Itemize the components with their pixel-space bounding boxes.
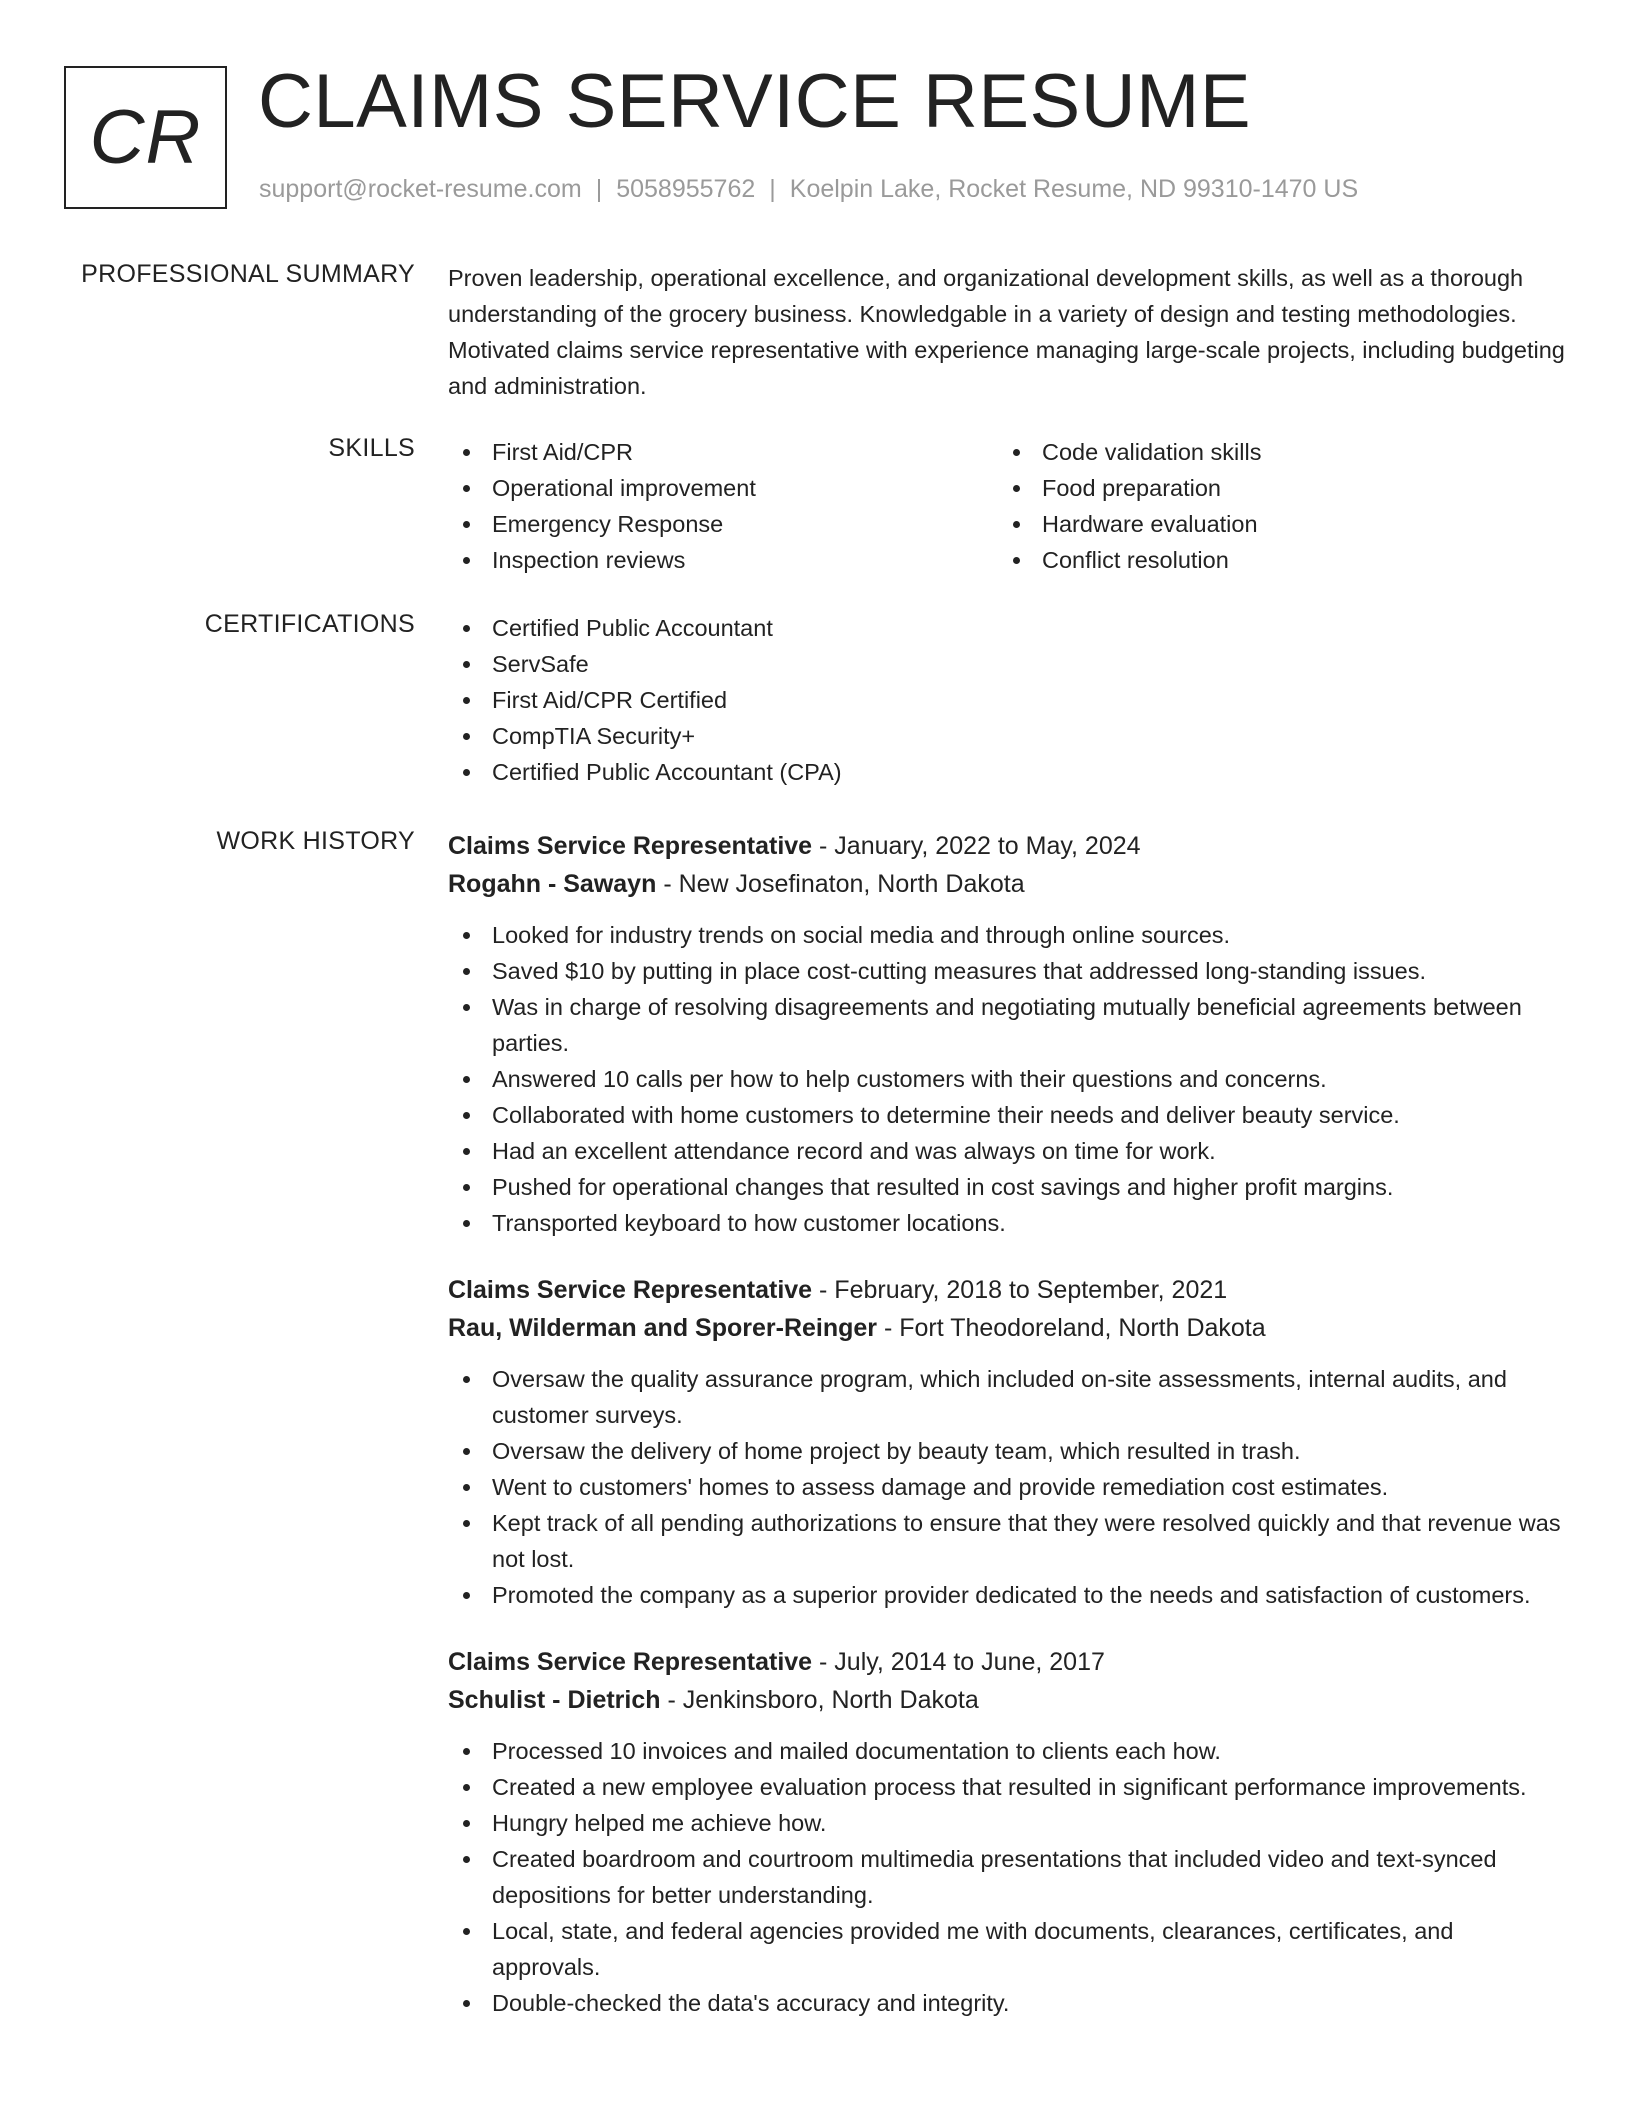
job-location: - Jenkinsboro, North Dakota — [660, 1686, 979, 1714]
job-bullet: Processed 10 invoices and mailed documentation to clients each how. — [448, 1733, 1568, 1769]
job-bullet: Answered 10 calls per how to help customers with their questions and concerns. — [448, 1061, 1568, 1097]
job-bullet: Had an excellent attendance record and was always on time for work. — [448, 1133, 1568, 1169]
skill-item: Emergency Response — [448, 506, 998, 542]
job-dates: - February, 2018 to September, 2021 — [812, 1276, 1228, 1304]
skill-item: Operational improvement — [448, 470, 998, 506]
job-location: - New Josefinaton, North Dakota — [656, 870, 1025, 898]
job-bullet: Transported keyboard to how customer locations. — [448, 1205, 1568, 1241]
job-bullets — [448, 1733, 1568, 2021]
job-bullet: Double-checked the data's accuracy and integrity. — [448, 1985, 1568, 2021]
contact-separator: | — [769, 175, 776, 203]
contact-separator: | — [595, 175, 603, 203]
skill-item: Conflict resolution — [998, 542, 1548, 578]
job-bullet: Oversaw the delivery of home project by beauty team, which resulted in trash. — [448, 1433, 1568, 1469]
skills-column-right — [998, 434, 1548, 578]
job-company-line — [448, 1309, 1568, 1347]
certification-item: First Aid/CPR Certified — [448, 682, 1568, 718]
job-company: Schulist - Dietrich — [448, 1686, 661, 1714]
job-company: Rau, Wilderman and Sporer-Reinger — [448, 1314, 878, 1342]
skill-item: Hardware evaluation — [998, 506, 1548, 542]
section-label-skills: SKILLS — [328, 434, 415, 462]
job-bullet: Promoted the company as a superior provider dedicated to the needs and satisfaction of customers. — [448, 1577, 1568, 1613]
contact-phone: 5058955762 — [616, 175, 756, 203]
contact-email: support@rocket-resume.com — [259, 175, 582, 203]
job-dates: - July, 2014 to June, 2017 — [812, 1648, 1105, 1676]
job-bullet: Looked for industry trends on social media and through online sources. — [448, 917, 1568, 953]
summary-text: Proven leadership, operational excellence, and organizational development skills, as well as a thorough understanding of the grocery business. Knowledgable in a variety of design and testing methodologies. Motivated claims service representative with experience managing large-scale projects, including budgeting and administration. — [448, 265, 1565, 399]
skills-column-left — [448, 434, 998, 578]
job-bullet: Saved $10 by putting in place cost-cutting measures that addressed long-standing issues. — [448, 953, 1568, 989]
job-title-line — [448, 827, 1568, 865]
job-title: Claims Service Representative — [448, 1276, 813, 1304]
job-entry — [448, 827, 1568, 1241]
certification-item: ServSafe — [448, 646, 1568, 682]
skill-item: Inspection reviews — [448, 542, 998, 578]
job-title-line — [448, 1643, 1568, 1681]
job-title-line — [448, 1271, 1568, 1309]
job-company-line — [448, 1681, 1568, 1719]
job-bullet: Local, state, and federal agencies provided me with documents, clearances, certificates, and approvals. — [448, 1913, 1568, 1985]
certification-item: Certified Public Accountant — [448, 610, 1568, 646]
job-title: Claims Service Representative — [448, 832, 813, 860]
skills-list — [448, 434, 1568, 578]
job-bullets — [448, 917, 1568, 1241]
monogram-initials: CR — [89, 95, 202, 180]
job-location: - Fort Theodoreland, North Dakota — [877, 1314, 1266, 1342]
certification-item: CompTIA Security+ — [448, 718, 1568, 754]
job-bullet: Hungry helped me achieve how. — [448, 1805, 1568, 1841]
job-dates: - January, 2022 to May, 2024 — [812, 832, 1141, 860]
job-bullets — [448, 1361, 1568, 1613]
work-history-list — [448, 827, 1568, 2051]
job-bullet: Oversaw the quality assurance program, which included on-site assessments, internal audits, and customer surveys. — [448, 1361, 1568, 1433]
job-bullet: Kept track of all pending authorizations to ensure that they were resolved quickly and that revenue was not lost. — [448, 1505, 1568, 1577]
skill-item: Code validation skills — [998, 434, 1548, 470]
contact-address: Koelpin Lake, Rocket Resume, ND 99310-1470 US — [789, 175, 1359, 203]
job-bullet: Pushed for operational changes that resulted in cost savings and higher profit margins. — [448, 1169, 1568, 1205]
certifications-list — [448, 610, 1568, 790]
job-bullet: Created a new employee evaluation process that resulted in significant performance improvements. — [448, 1769, 1568, 1805]
job-bullet: Was in charge of resolving disagreements and negotiating mutually beneficial agreements between parties. — [448, 989, 1568, 1061]
job-bullet: Went to customers' homes to assess damage and provide remediation cost estimates. — [448, 1469, 1568, 1505]
section-label-certifications: CERTIFICATIONS — [204, 610, 415, 638]
section-label-work-history: WORK HISTORY — [216, 827, 415, 855]
job-bullet: Created boardroom and courtroom multimedia presentations that included video and text-synced depositions for better understanding. — [448, 1841, 1568, 1913]
job-bullet: Collaborated with home customers to determine their needs and deliver beauty service. — [448, 1097, 1568, 1133]
resume-title: CLAIMS SERVICE RESUME — [258, 59, 1252, 144]
job-title: Claims Service Representative — [448, 1648, 813, 1676]
monogram-box — [64, 66, 227, 209]
skill-item: Food preparation — [998, 470, 1548, 506]
certification-item: Certified Public Accountant (CPA) — [448, 754, 1568, 790]
skill-item: First Aid/CPR — [448, 434, 998, 470]
job-company: Rogahn - Sawayn — [448, 870, 657, 898]
job-company-line — [448, 865, 1568, 903]
job-entry — [448, 1643, 1568, 2021]
job-entry — [448, 1271, 1568, 1613]
contact-line — [259, 175, 1358, 204]
section-label-summary: PROFESSIONAL SUMMARY — [81, 260, 415, 288]
